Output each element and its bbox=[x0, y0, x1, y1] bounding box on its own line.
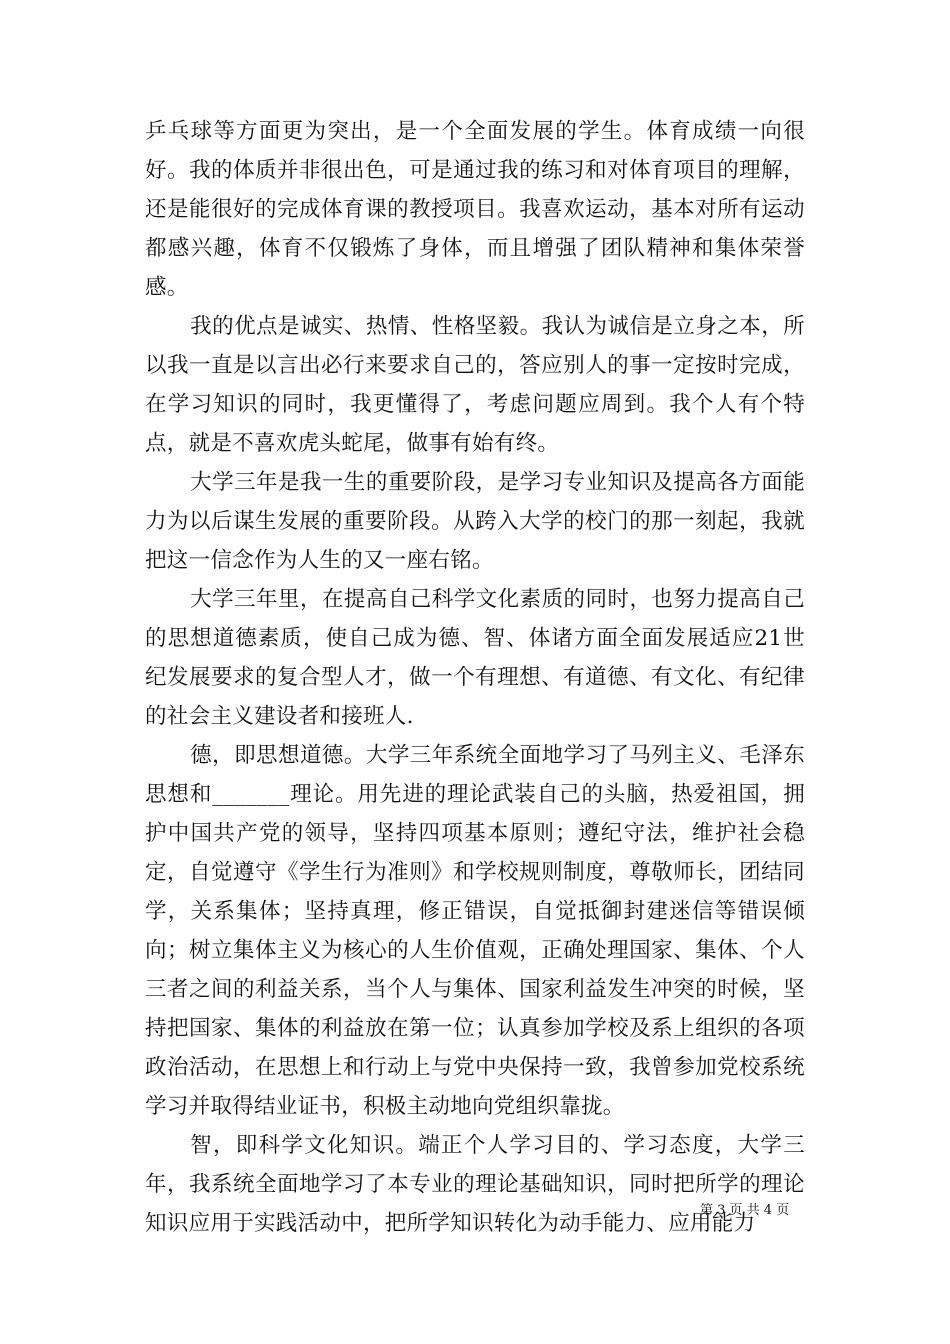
paragraph-university-stage: 大学三年是我一生的重要阶段，是学习专业知识及提高各方面能力为以后谋生发展的重要阶段。从跨入大学的校门的那一刻起，我就把这一信念作为人生的又一座右铭。 bbox=[145, 470, 805, 573]
document-body bbox=[145, 112, 805, 1243]
paragraph-moral: 德，即思想道德。大学三年系统全面地学习了马列主义、毛泽东思想和_______理论。用先进的理论武装自己的头脑，热爱祖国，拥护中国共产党的领导，坚持四项基本原则；遵纪守法，维护社会稳定，自觉遵守《学生行为准则》和学校规则制度，尊敬师长，团结同学，关系集体；坚持真理，修正错误，自觉抵御封建迷信等错误倾向；树立集体主义为核心的人生价值观，正确处理国家、集体、个人三者之间的利益关系，当个人与集体、国家利益发生冲突的时候，坚持把国家、集体的利益放在第一位；认真参加学校及系上组织的各项政治活动，在思想上和行动上与党中央保持一致，我曾参加党校系统学习并取得结业证书，积极主动地向党组织靠拢。 bbox=[145, 743, 805, 1119]
paragraph-intellect: 智，即科学文化知识。端正个人学习目的、学习态度，大学三年，我系统全面地学习了本专业的理论基础知识，同时把所学的理论知识应用于实践活动中，把所学知识转化为动手能力、应用能力 bbox=[145, 1133, 805, 1236]
paragraph-university-development: 大学三年里，在提高自己科学文化素质的同时，也努力提高自己的思想道德素质，使自己成为德、智、体诸方面全面发展适应21世纪发展要求的复合型人才，做一个有理想、有道德、有文化、有纪律的社会主义建设者和接班人. bbox=[145, 587, 805, 729]
paragraph-strengths: 我的优点是诚实、热情、性格坚毅。我认为诚信是立身之本，所以我一直是以言出必行来要求自己的，答应别人的事一定按时完成，在学习知识的同时，我更懂得了，考虑问题应周到。我个人有个特点，就是不喜欢虎头蛇尾，做事有始有终。 bbox=[145, 314, 805, 456]
paragraph-sports: 乒乓球等方面更为突出，是一个全面发展的学生。体育成绩一向很好。我的体质并非很出色，可是通过我的练习和对体育项目的理解，还是能很好的完成体育课的教授项目。我喜欢运动，基本对所有运动都感兴趣，体育不仅锻炼了身体，而且增强了团队精神和集体荣誉感。 bbox=[145, 119, 805, 300]
page-number-footer: 第 3 页 共 4 页 bbox=[700, 1203, 790, 1218]
